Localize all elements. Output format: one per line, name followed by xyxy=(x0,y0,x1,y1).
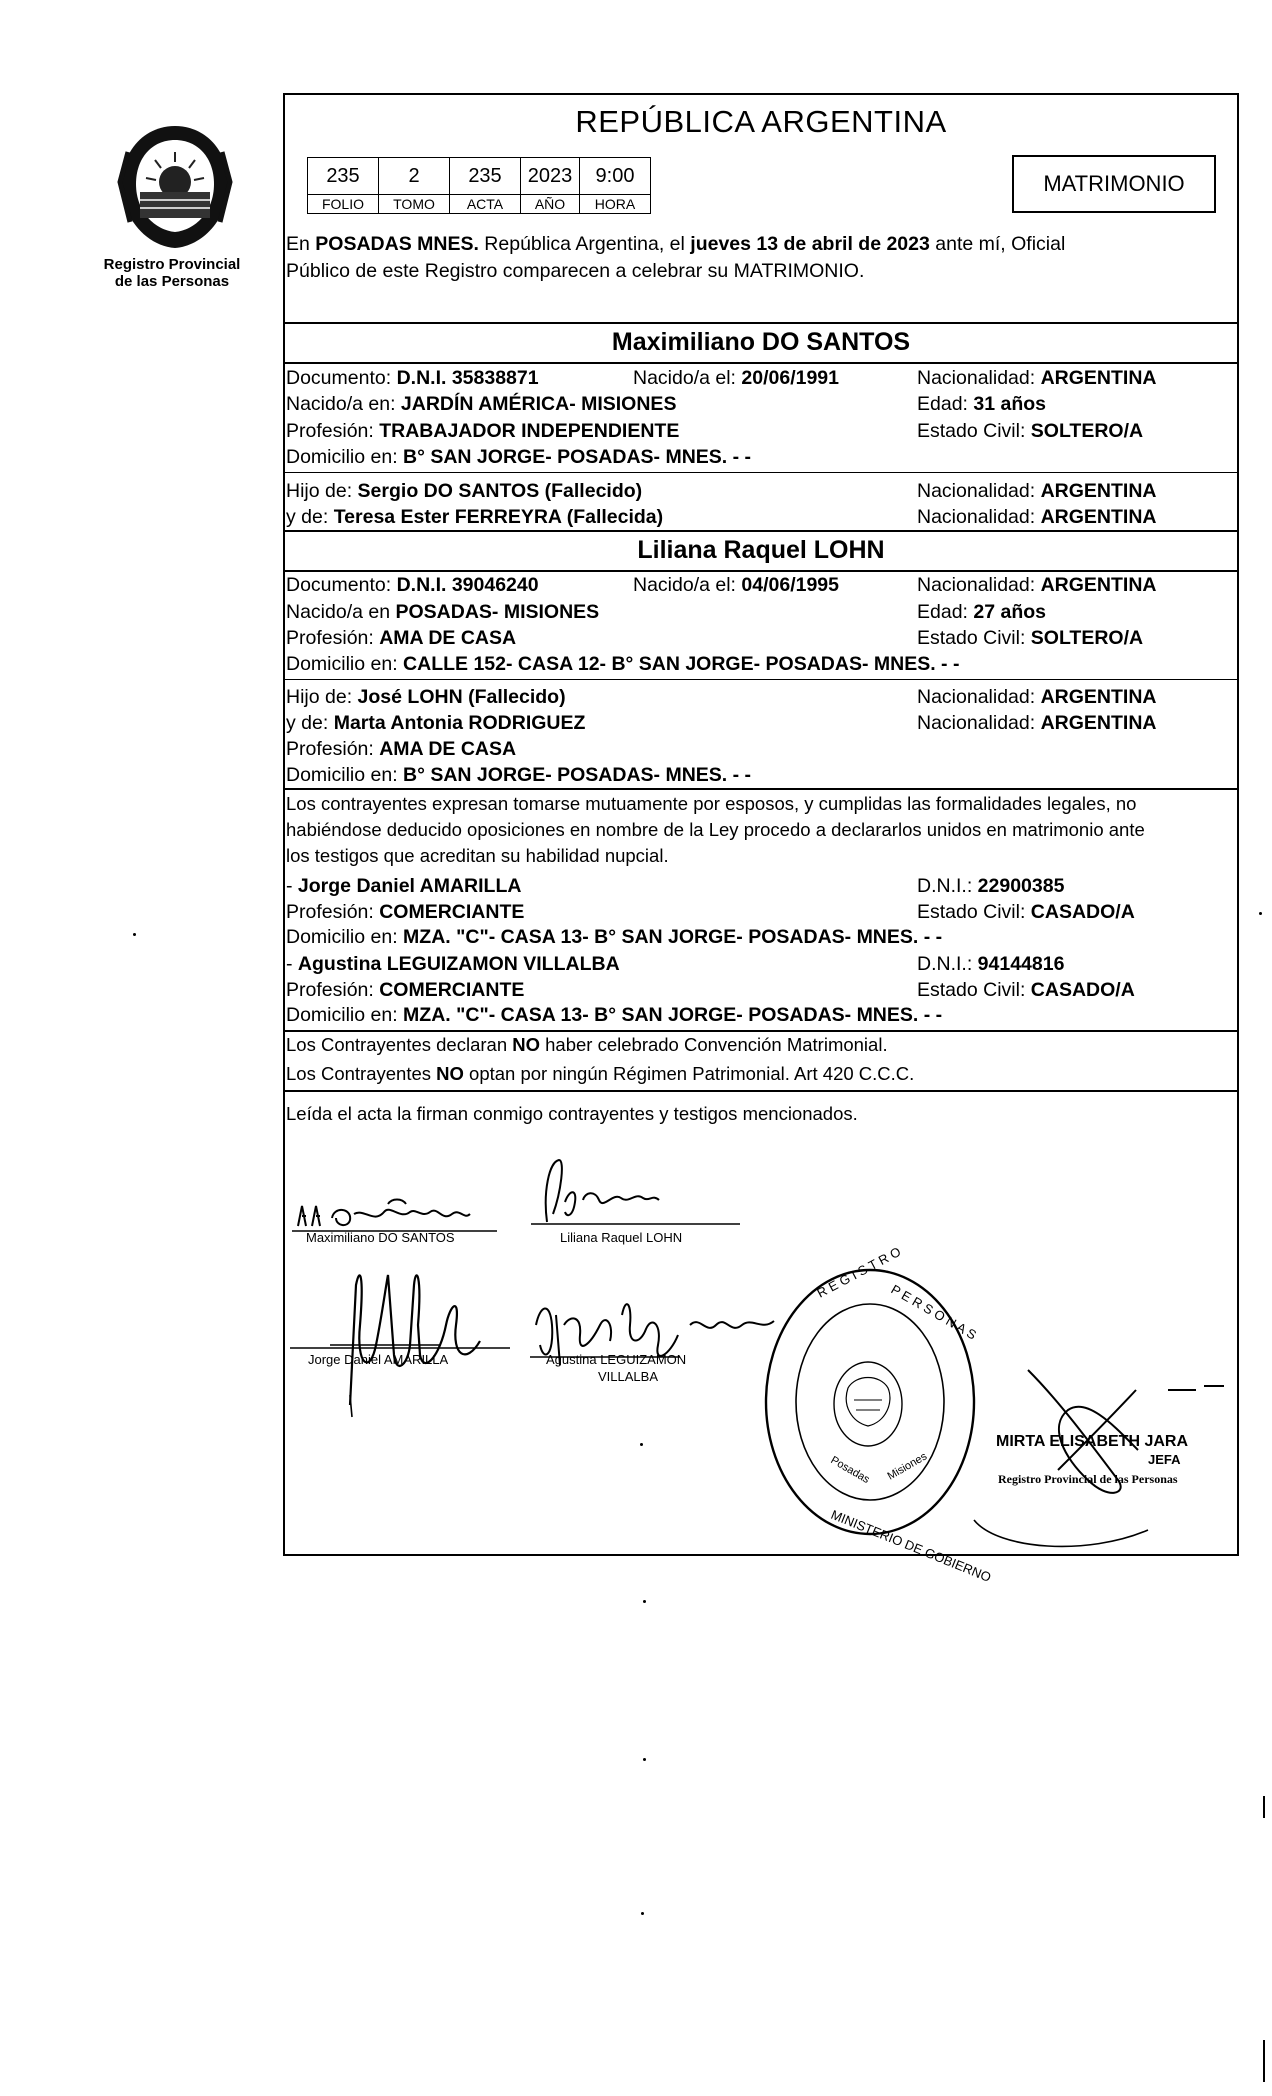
value: CASADO/A xyxy=(1030,901,1135,923)
divider xyxy=(283,322,1239,324)
text: optan por ningún Régimen Patrimonial. Art 420 C.C.C. xyxy=(463,1063,915,1084)
witness1-profession xyxy=(286,900,524,924)
edge-mark xyxy=(1263,1796,1265,1818)
value: MZA. "C"- CASA 13- B° SAN JORGE- POSADAS- MNES. - - xyxy=(403,926,943,948)
year-label: AÑO xyxy=(521,195,580,214)
label: Hijo de: xyxy=(286,480,358,502)
value: TRABAJADOR INDEPENDIENTE xyxy=(379,420,680,442)
label: Profesión: xyxy=(286,627,380,649)
value: COMERCIANTE xyxy=(379,901,525,923)
witness2-address xyxy=(286,1003,942,1027)
spouse2-birthdate xyxy=(633,573,839,597)
intro-text-1: En xyxy=(286,233,316,255)
speck xyxy=(133,933,136,936)
value: ARGENTINA xyxy=(1040,574,1157,596)
signature-caption-agustina-line1: Agustina LEGUIZAMON xyxy=(546,1352,687,1367)
label: D.N.I.: xyxy=(917,953,978,975)
spouse2-birthplace xyxy=(286,600,599,624)
label: Nacido/a el: xyxy=(633,574,742,596)
value: ARGENTINA xyxy=(1040,506,1157,528)
label: Domicilio en: xyxy=(286,653,404,675)
witness2-name xyxy=(286,952,620,976)
speck xyxy=(643,1758,646,1761)
spouse2-profession xyxy=(286,626,516,650)
divider xyxy=(283,362,1239,364)
svg-text:R E G I S T R O: R E G I S T R O xyxy=(814,1243,904,1301)
svg-text:P E R S O N A S: P E R S O N A S xyxy=(888,1281,980,1343)
signature-caption-agustina-line2: VILLALBA xyxy=(598,1369,658,1384)
spouse1-birthdate xyxy=(633,366,839,390)
registry-table xyxy=(307,157,651,214)
spouse1-mother xyxy=(286,505,663,529)
value: 22900385 xyxy=(977,875,1065,897)
value: ARGENTINA xyxy=(1040,686,1157,708)
hour-label: HORA xyxy=(580,195,651,214)
label: Nacionalidad: xyxy=(917,480,1041,502)
signature-jorge xyxy=(290,1245,520,1415)
label: Nacido/a en: xyxy=(286,393,401,415)
divider xyxy=(283,679,1239,680)
label: Edad: xyxy=(917,601,974,623)
divider xyxy=(283,570,1239,572)
intro-text-3: ante mí, Oficial xyxy=(929,233,1066,255)
label: Estado Civil: xyxy=(917,979,1031,1001)
negation: NO xyxy=(512,1034,540,1055)
act-type-box: MATRIMONIO xyxy=(1012,155,1216,213)
matrimonial-convention xyxy=(286,1033,888,1057)
svg-text:Misiones: Misiones xyxy=(885,1450,930,1483)
label: y de: xyxy=(286,506,334,528)
value: Agustina LEGUIZAMON VILLALBA xyxy=(297,953,620,975)
signature-caption-liliana: Liliana Raquel LOHN xyxy=(560,1230,683,1245)
speck xyxy=(641,1912,644,1915)
value: ARGENTINA xyxy=(1040,367,1157,389)
spouse1-father-nationality xyxy=(917,479,1157,503)
intro-text-2: República Argentina, el xyxy=(478,233,691,255)
provincial-emblem xyxy=(110,122,240,252)
spouse1-nationality xyxy=(917,366,1157,390)
spouse1-profession xyxy=(286,419,679,443)
text: haber celebrado Convención Matrimonial. xyxy=(540,1034,888,1055)
label: Domicilio en: xyxy=(286,1004,404,1026)
emblem-caption-line1: Registro Provincial xyxy=(103,256,241,273)
emblem-caption-line2: de las Personas xyxy=(114,273,230,290)
spouse1-mother-nationality xyxy=(917,505,1157,529)
folio-value: 235 xyxy=(308,158,379,195)
value: B° SAN JORGE- POSADAS- MNES. - - xyxy=(403,764,752,786)
tomo-label: TOMO xyxy=(379,195,450,214)
label: Documento: xyxy=(286,367,397,389)
hour-value: 9:00 xyxy=(580,158,651,195)
intro-place: POSADAS MNES. xyxy=(315,233,479,255)
value: 04/06/1995 xyxy=(741,574,840,596)
label: D.N.I.: xyxy=(917,875,978,897)
label: Domicilio en: xyxy=(286,446,404,468)
year-value: 2023 xyxy=(521,158,580,195)
signature-maximiliano xyxy=(292,1168,502,1236)
tomo-value: 2 xyxy=(379,158,450,195)
intro-line2: Público de este Registro comparecen a celebrar su MATRIMONIO. xyxy=(286,260,865,282)
spouse2-father xyxy=(286,685,566,709)
label: Nacionalidad: xyxy=(917,574,1041,596)
label: Profesión: xyxy=(286,979,380,1001)
spouse1-birth-value: 20/06/1991 xyxy=(741,367,840,389)
label: Nacionalidad: xyxy=(917,506,1041,528)
spouse2-mother-nationality xyxy=(917,711,1157,735)
spouse1-age xyxy=(917,392,1046,416)
spouse2-mother-profession xyxy=(286,737,516,761)
spouse1-document xyxy=(286,366,539,390)
value: 31 años xyxy=(973,393,1047,415)
bullet: - xyxy=(286,953,298,975)
value: AMA DE CASA xyxy=(379,738,517,760)
label: Nacionalidad: xyxy=(917,712,1041,734)
value: SOLTERO/A xyxy=(1030,627,1144,649)
acta-value: 235 xyxy=(450,158,521,195)
value: MZA. "C"- CASA 13- B° SAN JORGE- POSADAS- MNES. - - xyxy=(403,1004,943,1026)
value: Marta Antonia RODRIGUEZ xyxy=(333,712,586,734)
speck xyxy=(1259,912,1262,915)
label: Documento: xyxy=(286,574,397,596)
folio-label: FOLIO xyxy=(308,195,379,214)
spouse2-address xyxy=(286,652,959,676)
label: Edad: xyxy=(917,393,974,415)
spouse1-father xyxy=(286,479,642,503)
witness1-civil-status xyxy=(917,900,1135,924)
emblem-caption xyxy=(92,256,252,290)
spouse1-name: Maximiliano DO SANTOS xyxy=(611,328,911,356)
divider xyxy=(283,472,1239,473)
spouse2-document xyxy=(286,573,539,597)
spouse1-civil-status xyxy=(917,419,1143,443)
divider xyxy=(283,788,1239,790)
value: AMA DE CASA xyxy=(379,627,517,649)
value: SOLTERO/A xyxy=(1030,420,1144,442)
witness2-profession xyxy=(286,978,524,1002)
speck xyxy=(640,1443,643,1446)
value: Jorge Daniel AMARILLA xyxy=(297,875,522,897)
declaration-line2: habiéndose deducido oposiciones en nombre de la Ley procedo a declararlos unidos en matrimonio ante xyxy=(286,819,1145,840)
edge-mark xyxy=(1263,2040,1265,2082)
negation: NO xyxy=(436,1063,464,1084)
divider xyxy=(283,1090,1239,1092)
value: Sergio DO SANTOS (Fallecido) xyxy=(357,480,643,502)
official-office: Registro Provincial de las Personas xyxy=(998,1472,1178,1486)
value: B° SAN JORGE- POSADAS- MNES. - - xyxy=(403,446,752,468)
declaration-line3: los testigos que acreditan su habilidad nupcial. xyxy=(286,845,669,866)
label: Nacido/a en xyxy=(286,601,396,623)
witness1-name xyxy=(286,874,521,898)
spouse2-dni: D.N.I. 39046240 xyxy=(396,574,539,596)
bullet: - xyxy=(286,875,298,897)
label: Estado Civil: xyxy=(917,420,1031,442)
value: Teresa Ester FERREYRA (Fallecida) xyxy=(333,506,664,528)
value: 27 años xyxy=(973,601,1047,623)
value: COMERCIANTE xyxy=(379,979,525,1001)
value: POSADAS- MISIONES xyxy=(395,601,600,623)
witness1-dni xyxy=(917,874,1064,898)
patrimonial-regime xyxy=(286,1062,914,1086)
signature-caption-maximiliano: Maximiliano DO SANTOS xyxy=(306,1230,455,1245)
label: Estado Civil: xyxy=(917,627,1031,649)
label: Profesión: xyxy=(286,901,380,923)
spouse1-address xyxy=(286,445,751,469)
signature-caption-jorge: Jorge Daniel AMARILLA xyxy=(308,1352,449,1367)
text: Los Contrayentes xyxy=(286,1063,437,1084)
divider xyxy=(283,530,1239,532)
closing-text: Leída el acta la firman conmigo contrayentes y testigos mencionados. xyxy=(286,1103,858,1124)
country-title: REPÚBLICA ARGENTINA xyxy=(575,104,947,139)
svg-text:MINISTERIO DE GOBIERNO: MINISTERIO DE GOBIERNO xyxy=(828,1506,994,1585)
value: CASADO/A xyxy=(1030,979,1135,1001)
spouse2-age xyxy=(917,600,1046,624)
label: Nacido/a el: xyxy=(633,367,742,389)
svg-text:Posadas: Posadas xyxy=(828,1454,872,1487)
label: Profesión: xyxy=(286,420,380,442)
spouse1-birthplace xyxy=(286,392,676,416)
witness1-address xyxy=(286,925,942,949)
label: Estado Civil: xyxy=(917,901,1031,923)
spouse2-name: Liliana Raquel LOHN xyxy=(637,536,885,564)
value: 94144816 xyxy=(977,953,1065,975)
value: CALLE 152- CASA 12- B° SAN JORGE- POSADAS- MNES. - - xyxy=(403,653,960,675)
label: Nacionalidad: xyxy=(917,686,1041,708)
spouse2-mother xyxy=(286,711,585,735)
label: Hijo de: xyxy=(286,686,358,708)
value: ARGENTINA xyxy=(1040,712,1157,734)
acta-label: ACTA xyxy=(450,195,521,214)
value: JARDÍN AMÉRICA- MISIONES xyxy=(400,393,677,415)
official-title: JEFA xyxy=(1148,1452,1181,1467)
spouse2-civil-status xyxy=(917,626,1143,650)
label: Domicilio en: xyxy=(286,926,404,948)
signature-liliana xyxy=(525,1152,740,1230)
divider xyxy=(283,1030,1239,1032)
spouse2-mother-address xyxy=(286,763,751,787)
value: José LOHN (Fallecido) xyxy=(357,686,566,708)
label: Nacionalidad: xyxy=(917,367,1041,389)
witness2-dni xyxy=(917,952,1064,976)
official-name: MIRTA ELISABETH JARA xyxy=(996,1433,1188,1450)
intro-date: jueves 13 de abril de 2023 xyxy=(690,233,930,255)
spouse1-dni: D.N.I. 35838871 xyxy=(396,367,539,389)
speck xyxy=(643,1600,646,1603)
value: ARGENTINA xyxy=(1040,480,1157,502)
text: Los Contrayentes declaran xyxy=(286,1034,513,1055)
spouse2-father-nationality xyxy=(917,685,1157,709)
label: Profesión: xyxy=(286,738,380,760)
label: y de: xyxy=(286,712,334,734)
witness2-civil-status xyxy=(917,978,1135,1002)
spouse2-nationality xyxy=(917,573,1157,597)
official-seal xyxy=(760,1243,994,1585)
label: Domicilio en: xyxy=(286,764,404,786)
declaration-line1: Los contrayentes expresan tomarse mutuamente por esposos, y cumplidas las formalidades legales, no xyxy=(286,793,1137,814)
intro-line1 xyxy=(286,232,1065,256)
